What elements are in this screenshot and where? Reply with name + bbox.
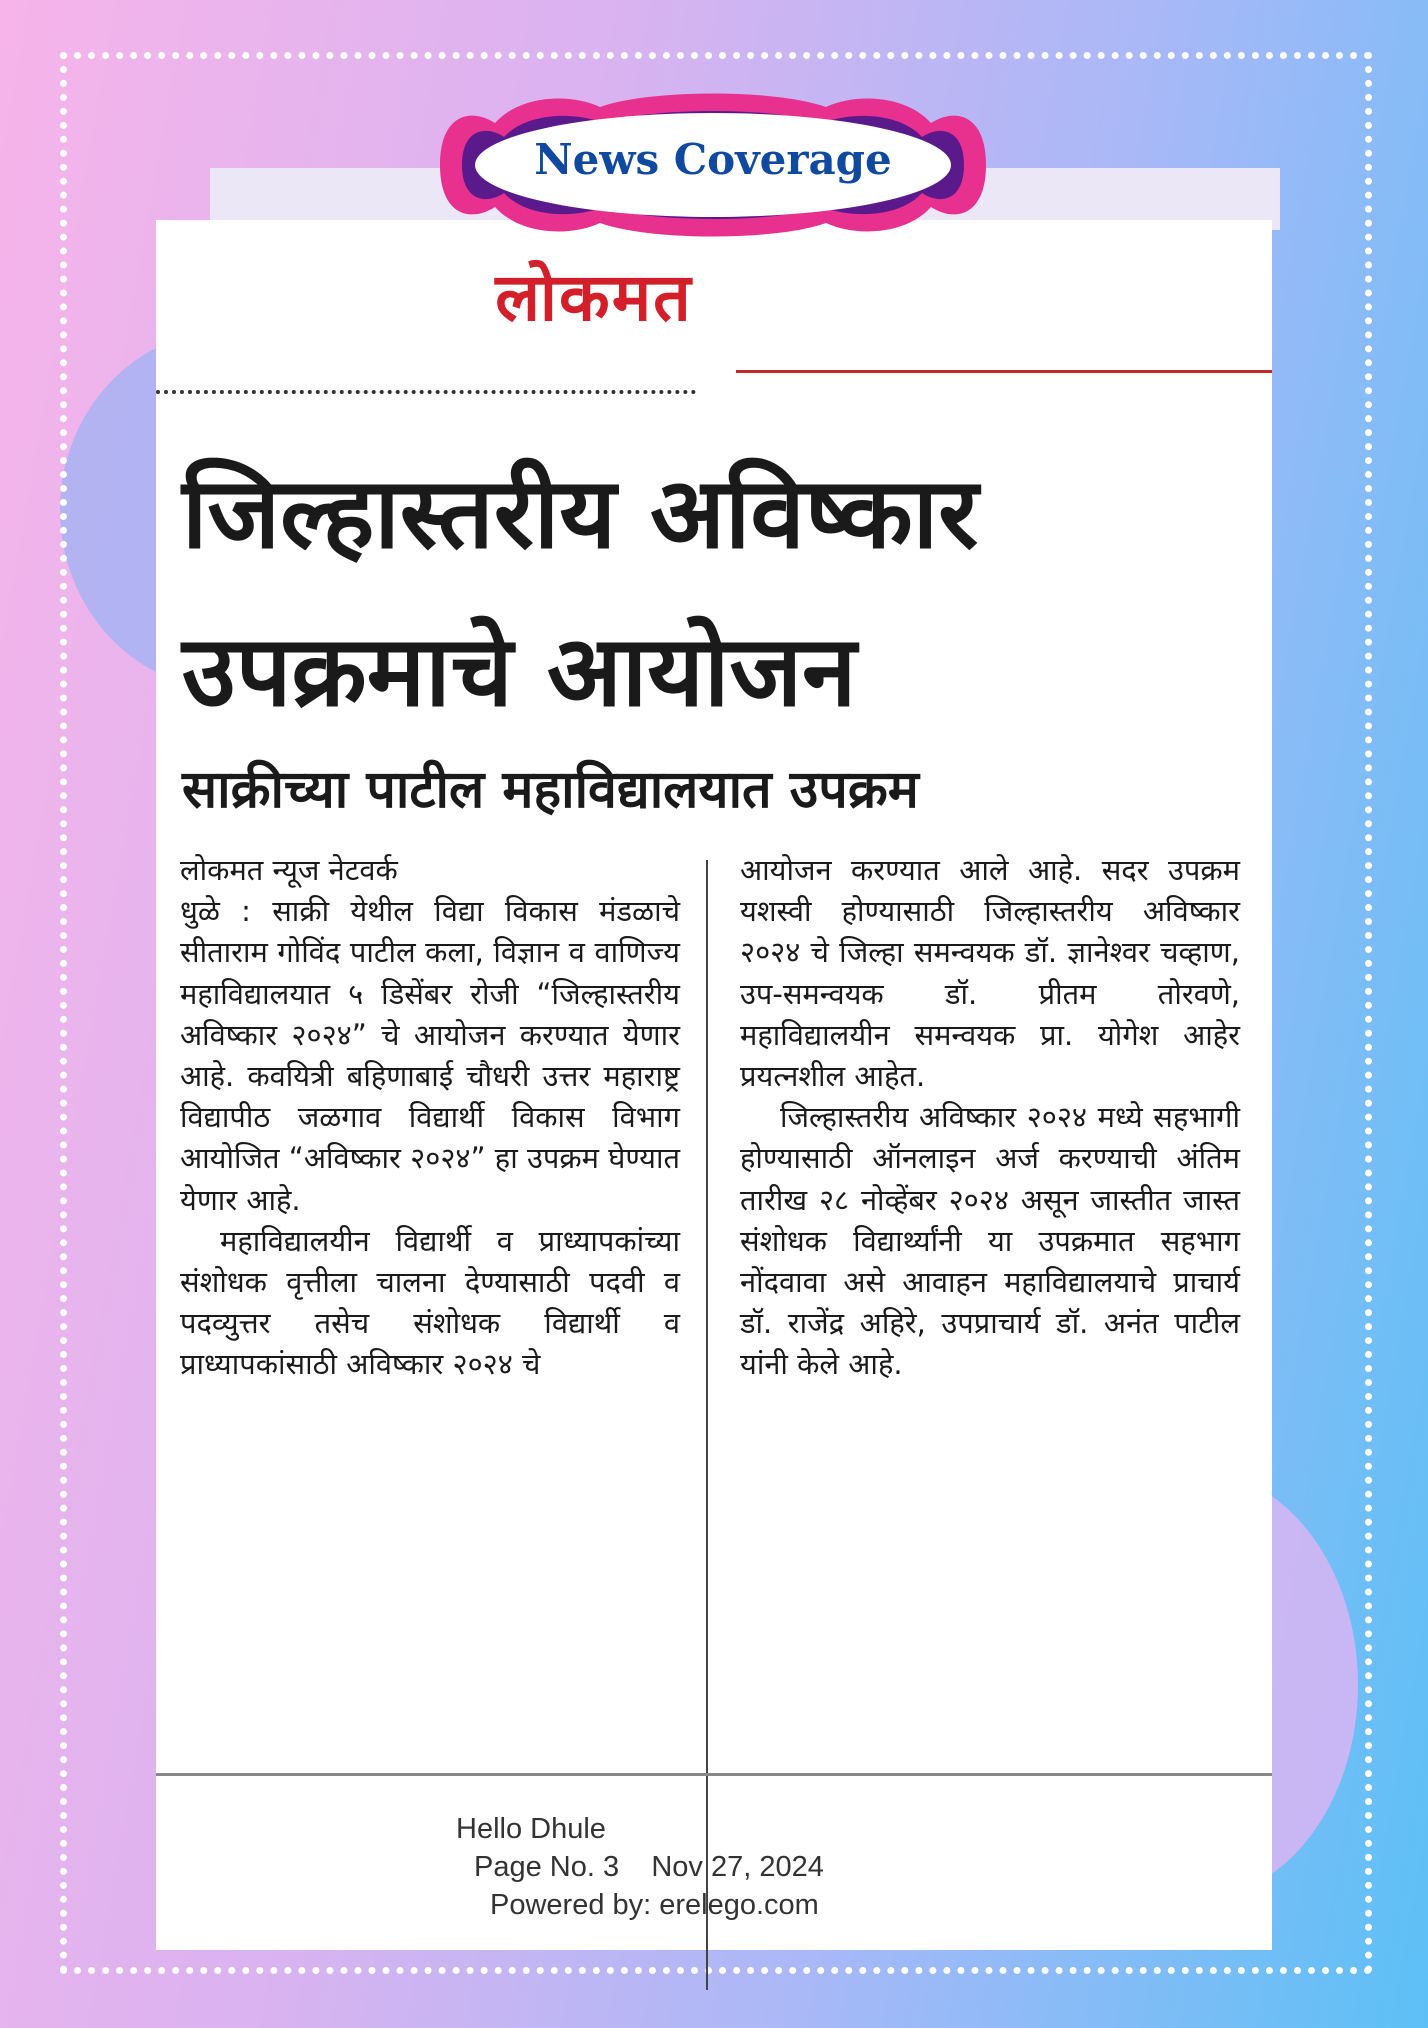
- article-column-right: [740, 850, 1240, 1386]
- headline: [182, 435, 1262, 751]
- byline: लोकमत न्यूज नेटवर्क: [180, 853, 398, 887]
- masthead-rule: [736, 370, 1272, 373]
- powered-by: Powered by: erelego.com: [490, 1889, 819, 1921]
- newspaper-logo: लोकमत: [495, 259, 693, 336]
- newspaper-clipping: [156, 220, 1272, 1950]
- page-date: Page No. 3 Nov 27, 2024: [474, 1851, 824, 1883]
- paragraph: धुळे : साक्री येथील विद्या विकास मंडळाचे सीताराम गोविंद पाटील कला, विज्ञान व वाणिज्य महाविद्यालयात ५ डिसेंबर रोजी “जिल्हास्तरीय अविष्कार २०२४” चे आयोजन करण्यात येणार आहे. कवयित्री बहिणाबाई चौधरी उत्तर महाराष्ट्र विद्यापीठ जळगाव विद्यार्थी विकास विभाग आयोजित “अविष्कार २०२४” हा उपक्रम घेण्यात येणार आहे.: [180, 894, 680, 1217]
- badge-label: News Coverage: [534, 135, 892, 184]
- headline-line-1: जिल्हास्तरीय अविष्कार: [182, 457, 979, 571]
- paragraph: जिल्हास्तरीय अविष्कार २०२४ मध्ये सहभागी होण्यासाठी ऑनलाइन अर्ज करण्याची अंतिम तारीख २८ नोव्हेंबर २०२४ असून जास्तीत जास्त संशोधक विद्यार्थ्यांनी या उपक्रमात सहभाग नोंदवावा असे आवाहन महाविद्यालयाचे प्राचार्य डॉ. राजेंद्र अहिरे, उपप्राचार्य डॉ. अनंत पाटील यांनी केले आहे.: [740, 1100, 1240, 1382]
- paragraph: महाविद्यालयीन विद्यार्थी व प्राध्यापकांच्या संशोधक वृत्तीला चालना देण्यासाठी पदवी व पदव्युत्तर तसेच संशोधक विद्यार्थी व प्राध्यापकांसाठी अविष्कार २०२४ चे: [180, 1223, 680, 1382]
- news-coverage-badge: [400, 85, 1026, 245]
- article-column-left: [180, 850, 680, 1386]
- dotted-rule: [156, 390, 696, 394]
- clipping-footer: [456, 1810, 956, 1924]
- subheadline: साक्रीच्या पाटील महाविद्यालयात उपक्रम: [182, 760, 919, 820]
- paragraph: आयोजन करण्यात आले आहे. सदर उपक्रम यशस्वी होण्यासाठी जिल्हास्तरीय अविष्कार २०२४ चे जिल्हा समन्वयक डॉ. ज्ञानेश्वर चव्हाण, उप-समन्वयक डॉ. प्रीतम तोरवणे, महाविद्यालयीन समन्वयक प्रा. योगेश आहेर प्रयत्नशील आहेत.: [740, 853, 1240, 1094]
- bottom-rule: [156, 1773, 1272, 1776]
- edition-name: Hello Dhule: [456, 1813, 606, 1845]
- headline-line-2: उपक्रमाचे आयोजन: [182, 615, 857, 729]
